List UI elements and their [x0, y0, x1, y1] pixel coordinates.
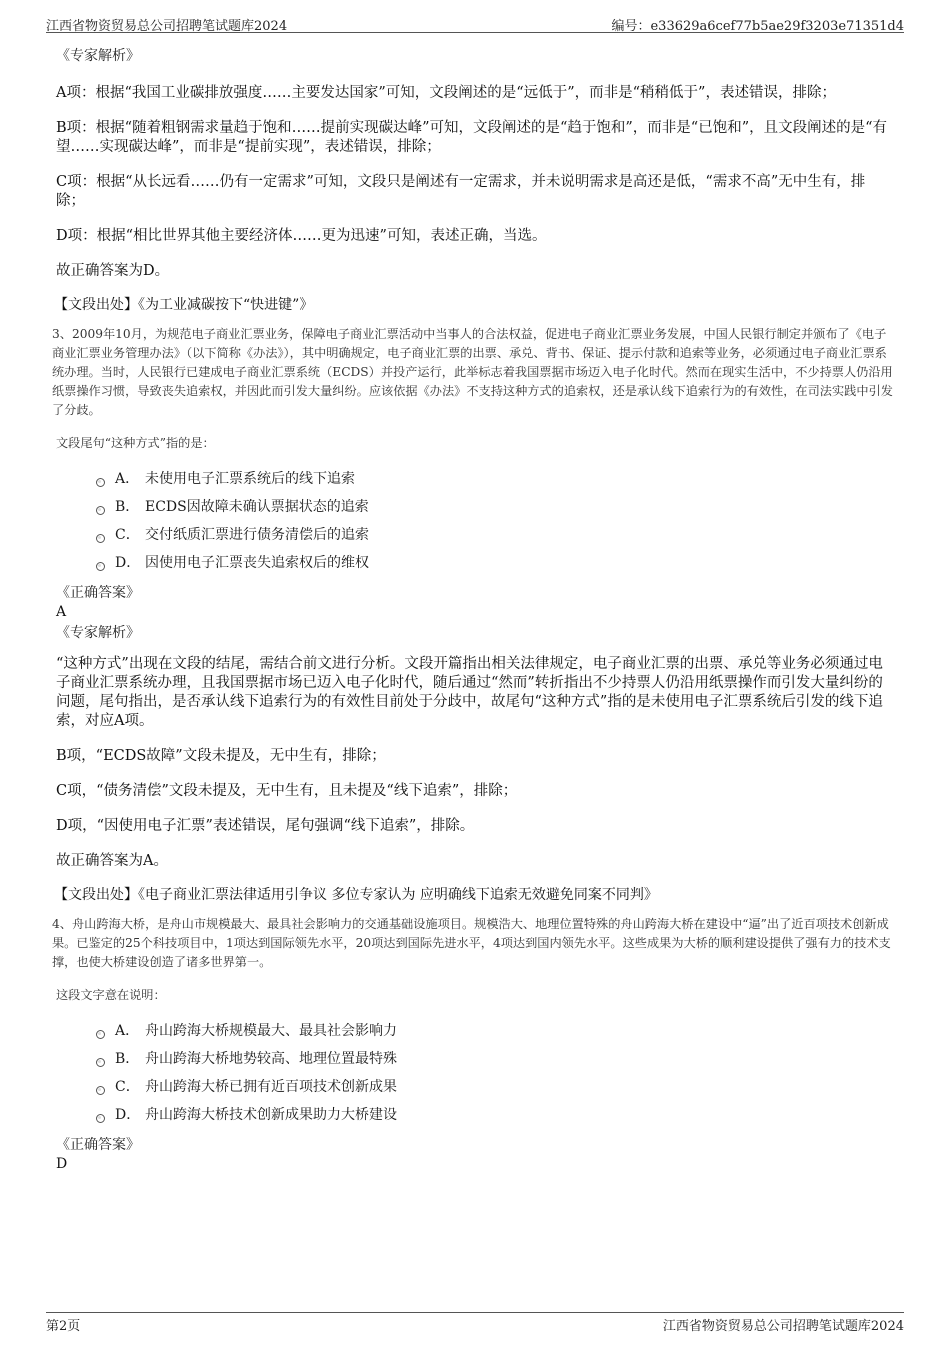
analysis-item-d: D项：根据“相比世界其他主要经济体……更为迅速”可知，表述正确，当选。 — [56, 228, 547, 244]
answer-value: D — [56, 1156, 68, 1172]
header-doc-id: 编号：e33629a6cef77b5ae29f3203e71351d4 — [611, 19, 904, 34]
option-a[interactable]: A． 舟山跨海大桥规模最大、最具社会影响力 — [96, 1017, 894, 1045]
answer-label: 《正确答案》 — [56, 1137, 140, 1153]
radio-icon[interactable] — [96, 534, 105, 543]
analysis-item-a: A项：根据“我国工业碳排放强度……主要发达国家”可知，文段阐述的是“远低于”，而非是“稍稍低于”，表述错误，排除； — [56, 85, 836, 101]
question-3-text: 3、2009年10月，为规范电子商业汇票业务，保障电子商业汇票活动中当事人的合法权益，促进电子商业汇票业务发展，中国人民银行制定并颁布了《电子商业汇票业务管理办法》（以下简称《办法》），其中明确规定，电子商业汇票的出票、承兑、背书、保证、提示付款和追索等业务，必须通过电子商业汇票系统办理。当时，人民银行已建成电子商业汇票系统（ECDS）并投产运行，此举标志着我国票据市场迈入电子化时代。然而在现实生活中，不少持票人仍沿用纸票操作习惯，导致丧失追索权，并因此而引发大量纠纷。应该依据《办法》不支持这种方式的追索权，还是承认线下追索行为的有效性，在司法实践中引发了分歧。 — [52, 327, 893, 417]
page-content — [52, 44, 894, 1173]
analysis-conclusion: 故正确答案为D。 — [56, 263, 170, 279]
page-footer — [46, 1312, 904, 1335]
radio-icon[interactable] — [96, 562, 105, 571]
option-d[interactable]: D． 舟山跨海大桥技术创新成果助力大桥建设 — [96, 1101, 894, 1129]
analysis-item-c: C项，“债务清偿”文段未提及，无中生有，且未提及“线下追索”，排除； — [56, 783, 518, 799]
question-3-prompt: 文段尾句“这种方式”指的是： — [56, 436, 215, 450]
option-a[interactable]: A． 未使用电子汇票系统后的线下追索 — [96, 465, 894, 493]
page-header — [46, 10, 904, 33]
radio-icon[interactable] — [96, 1114, 105, 1123]
question-4-prompt: 这段文字意在说明： — [56, 988, 166, 1002]
page-number: 第2页 — [46, 1319, 81, 1334]
radio-icon[interactable] — [96, 1030, 105, 1039]
option-c[interactable]: C． 舟山跨海大桥已拥有近百项技术创新成果 — [96, 1073, 894, 1101]
question-4-options — [56, 1017, 894, 1129]
analysis-item-d: D项，“因使用电子汇票”表述错误，尾句强调“线下追索”，排除。 — [56, 818, 475, 834]
question-3-options — [56, 465, 894, 577]
analysis-item-b: B项：根据“随着粗钢需求量趋于饱和……提前实现碳达峰”可知，文段阐述的是“趋于饱和”，而非是“已饱和”，且文段阐述的是“有望……实现碳达峰”，而非是“提前实现”，表述错误，排除； — [56, 120, 888, 155]
analysis-item-c: C项：根据“从长远看……仍有一定需求”可知，文段只是阐述有一定需求，并未说明需求是高还是低，“需求不高”无中生有，排除； — [56, 174, 866, 209]
footer-doc-title: 江西省物资贸易总公司招聘笔试题库2024 — [662, 1319, 904, 1334]
radio-icon[interactable] — [96, 478, 105, 487]
analysis-label: 《专家解析》 — [56, 48, 140, 64]
option-b[interactable]: B． ECDS因故障未确认票据状态的追索 — [96, 493, 894, 521]
option-b[interactable]: B． 舟山跨海大桥地势较高、地理位置最特殊 — [96, 1045, 894, 1073]
radio-icon[interactable] — [96, 506, 105, 515]
analysis-item-b: B项，“ECDS故障”文段未提及，无中生有，排除； — [56, 748, 386, 764]
option-c[interactable]: C． 交付纸质汇票进行债务清偿后的追索 — [96, 521, 894, 549]
passage-source: 【文段出处】《为工业减碳按下“快进键”》 — [54, 297, 314, 313]
answer-label: 《正确答案》 — [56, 585, 140, 601]
analysis-label: 《专家解析》 — [56, 625, 140, 641]
option-d[interactable]: D． 因使用电子汇票丧失追索权后的维权 — [96, 549, 894, 577]
question-4-text: 4、舟山跨海大桥，是舟山市规模最大、最具社会影响力的交通基础设施项目。规模浩大、地理位置特殊的舟山跨海大桥在建设中“逼”出了近百项技术创新成果。已鉴定的25个科技项目中，1项达到国际领先水平，20项达到国际先进水平，4项达到国内领先水平。这些成果为大桥的顺利建设提供了强有力的技术支撑，也使大桥建设创造了诸多世界第一。 — [52, 917, 891, 969]
radio-icon[interactable] — [96, 1058, 105, 1067]
analysis-main: “这种方式”出现在文段的结尾，需结合前文进行分析。文段开篇指出相关法律规定，电子商业汇票的出票、承兑等业务必须通过电子商业汇票系统办理，且我国票据市场已迈入电子化时代，随后通过“然而”转折指出不少持票人仍沿用纸票操作而引发大量纠纷的问题，尾句指出，是否承认线下追索行为的有效性目前处于分歧中，故尾句“这种方式”指的是未使用电子汇票系统后引发的线下追索，对应A项。 — [56, 656, 883, 729]
answer-value: A — [56, 604, 67, 620]
radio-icon[interactable] — [96, 1086, 105, 1095]
analysis-conclusion: 故正确答案为A。 — [56, 853, 168, 869]
header-doc-title: 江西省物资贸易总公司招聘笔试题库2024 — [46, 19, 288, 34]
passage-source: 【文段出处】《电子商业汇票法律适用引争议 多位专家认为 应明确线下追索无效避免同案不同判》 — [54, 887, 658, 903]
